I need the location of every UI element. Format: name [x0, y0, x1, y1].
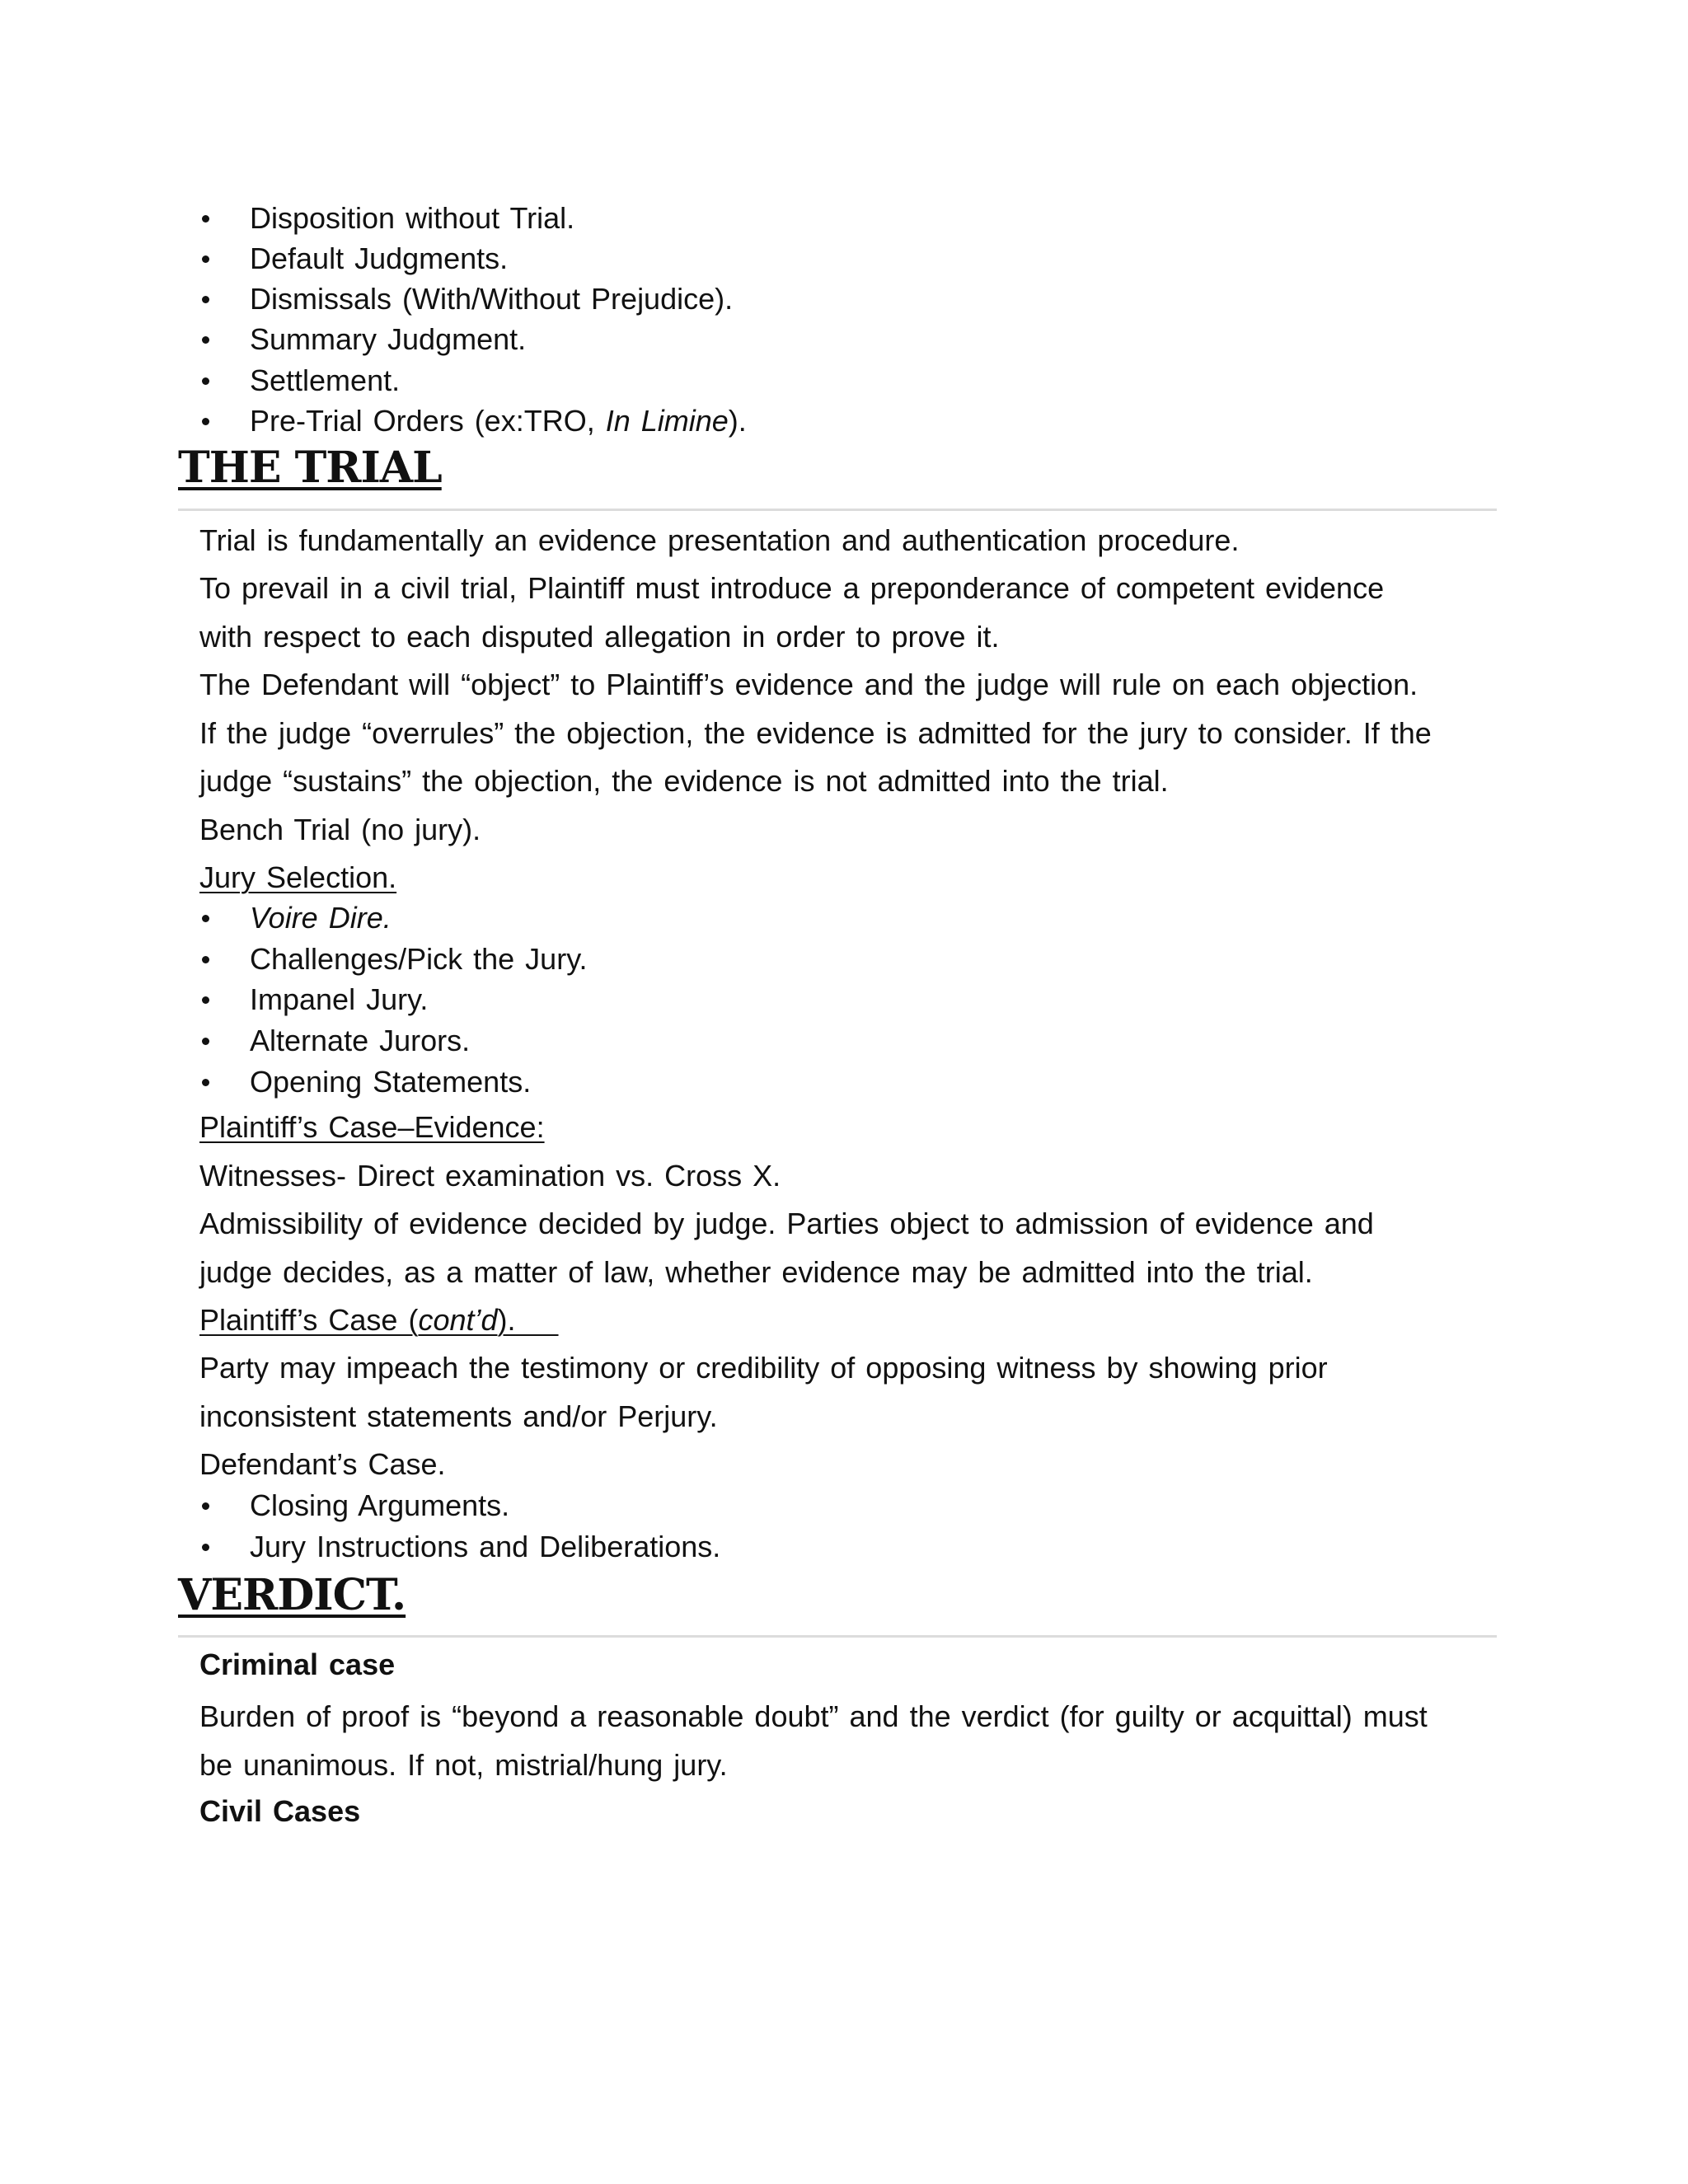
paragraph-line: To prevail in a civil trial, Plaintiff must introduce a preponderance of competent evidence — [199, 571, 1385, 605]
paragraph-line: Admissibility of evidence decided by judge. Parties object to admission of evidence and — [199, 1207, 1374, 1240]
list-item-text — [250, 403, 747, 439]
subheading-plaintiff-contd — [199, 1302, 559, 1338]
bullet-icon — [202, 1079, 209, 1086]
bullet-icon — [202, 915, 209, 922]
section-heading-trial: THE TRIAL — [178, 443, 442, 493]
paragraph-line: The Defendant will “object” to Plaintiff’s evidence and the judge will rule on each objection. — [199, 668, 1418, 701]
pretrial-suffix: ). — [728, 404, 747, 438]
subheading-civil-cases: Civil Cases — [199, 1794, 361, 1828]
list-item-text: Voire Dire. — [250, 901, 392, 935]
list-item-text: Summary Judgment. — [250, 322, 527, 356]
bullet-icon — [202, 956, 209, 963]
list-item-text: Impanel Jury. — [250, 982, 429, 1016]
section-divider — [178, 1635, 1497, 1638]
paragraph-line: Burden of proof is “beyond a reasonable doubt” and the verdict (for guilty or acquittal) must — [199, 1699, 1428, 1733]
list-item-text: Jury Instructions and Deliberations. — [250, 1530, 721, 1563]
underline-tail — [516, 1303, 559, 1337]
bullet-icon — [202, 1544, 209, 1551]
bullet-icon — [202, 418, 209, 425]
bullet-icon — [202, 1502, 209, 1510]
paragraph-line: Defendant’s Case. — [199, 1447, 446, 1481]
list-item-text: Default Judgments. — [250, 241, 509, 275]
plaintiff-contd-prefix: Plaintiff’s Case ( — [199, 1303, 419, 1337]
list-item-text: Closing Arguments. — [250, 1488, 510, 1522]
paragraph-line: Trial is fundamentally an evidence presentation and authentication procedure. — [199, 523, 1240, 557]
paragraph-line: judge “sustains” the objection, the evidence is not admitted into the trial. — [199, 764, 1169, 798]
paragraph-line: Bench Trial (no jury). — [199, 813, 481, 846]
list-item-text: Alternate Jurors. — [250, 1024, 471, 1057]
bullet-icon — [202, 336, 209, 344]
paragraph-line: Party may impeach the testimony or credibility of opposing witness by showing prior — [199, 1351, 1328, 1385]
list-item-text: Disposition without Trial. — [250, 201, 575, 235]
bullet-icon — [202, 255, 209, 263]
bullet-icon — [202, 296, 209, 303]
paragraph-line: judge decides, as a matter of law, whether evidence may be admitted into the trial. — [199, 1255, 1313, 1289]
bullet-icon — [202, 1038, 209, 1045]
paragraph-line: If the judge “overrules” the objection, the evidence is admitted for the jury to consider. If the — [199, 716, 1432, 750]
paragraph-line: with respect to each disputed allegation in order to prove it. — [199, 620, 1000, 654]
pretrial-italic: In Limine — [605, 404, 729, 438]
bullet-icon — [202, 996, 209, 1004]
section-divider — [178, 509, 1497, 511]
paragraph-line: Witnesses- Direct examination vs. Cross X. — [199, 1159, 781, 1193]
plaintiff-contd-italic: cont’d — [418, 1303, 498, 1337]
bullet-icon — [202, 215, 209, 223]
paragraph-line: be unanimous. If not, mistrial/hung jury. — [199, 1748, 728, 1782]
subheading-criminal-case: Criminal case — [199, 1647, 396, 1681]
plaintiff-contd-suffix: ). — [497, 1303, 516, 1337]
paragraph-line: inconsistent statements and/or Perjury. — [199, 1399, 718, 1433]
subheading-plaintiff-case: Plaintiff’s Case–Evidence: — [199, 1110, 545, 1144]
list-item-text: Opening Statements. — [250, 1065, 532, 1099]
list-item-text: Dismissals (With/Without Prejudice). — [250, 282, 734, 316]
subheading-jury-selection: Jury Selection. — [199, 860, 397, 894]
section-heading-verdict: VERDICT. — [178, 1570, 406, 1620]
bullet-icon — [202, 377, 209, 385]
list-item-text: Settlement. — [250, 363, 401, 397]
list-item-text: Challenges/Pick the Jury. — [250, 942, 588, 976]
pretrial-prefix: Pre-Trial Orders (ex:TRO, — [250, 404, 606, 438]
